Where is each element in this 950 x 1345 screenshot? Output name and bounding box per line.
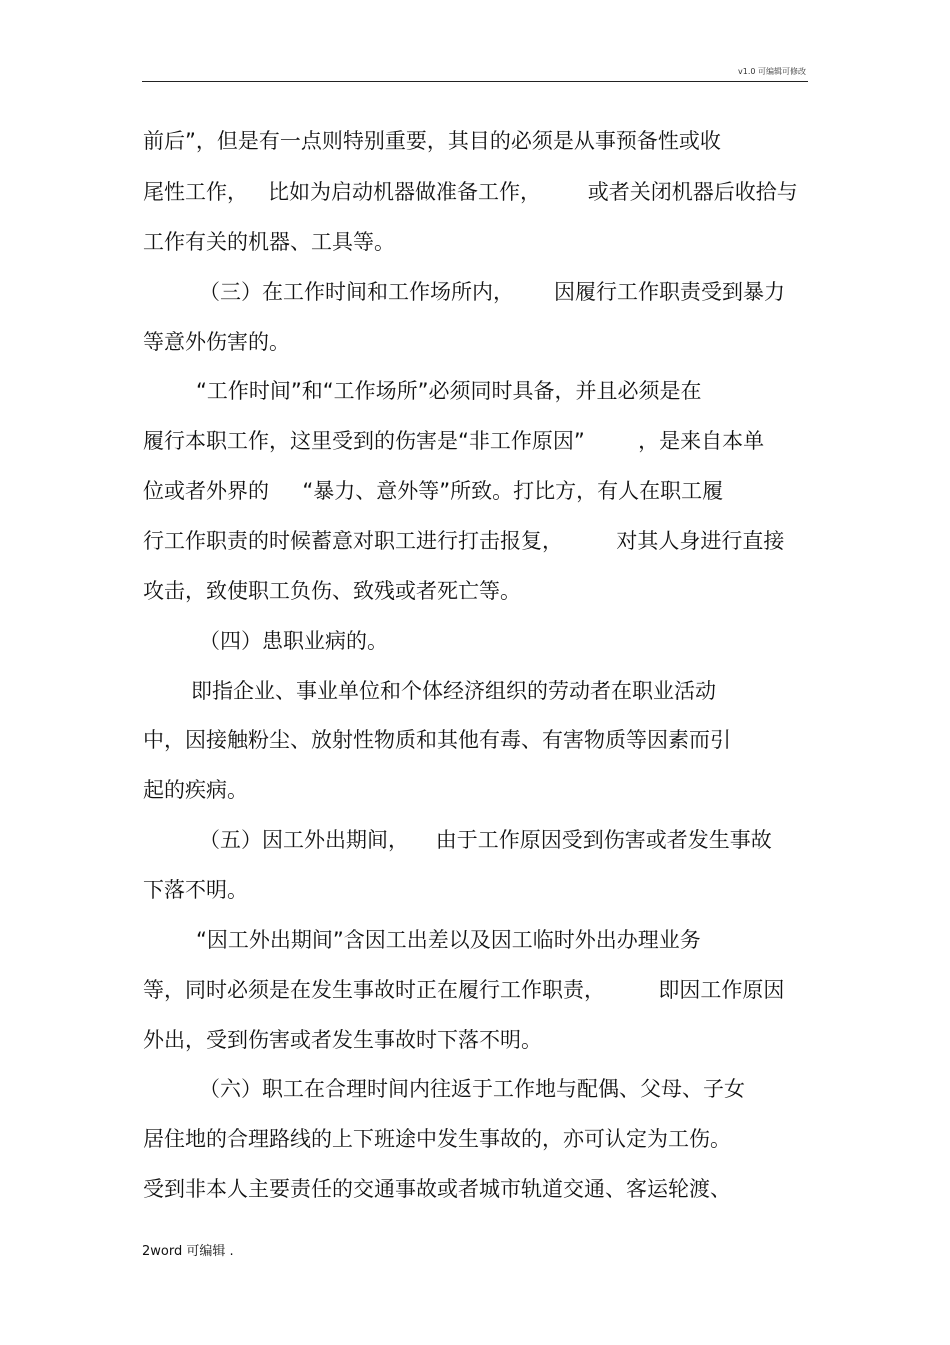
header-version-label: v1.0 可编辑可修改 xyxy=(738,67,806,76)
body-line: （五）因工外出期间， 由于工作原因受到伤害或者发生事故 xyxy=(199,828,772,852)
body-line: 起的疾病。 xyxy=(143,778,248,802)
footer-label: 2word 可编辑 . xyxy=(142,1244,234,1259)
body-line: 前后”，但是有一点则特别重要，其目的必须是从事预备性或收 xyxy=(143,129,721,153)
body-line: 位或者外界的 “暴力、意外等”所致。打比方，有人在职工履 xyxy=(143,479,724,503)
body-line: “因工外出期间”含因工出差以及因工临时外出办理业务 xyxy=(196,928,701,952)
body-line: 行工作职责的时候蓄意对职工进行打击报复， 对其人身进行直接 xyxy=(143,529,785,553)
body-line: 工作有关的机器、工具等。 xyxy=(143,230,395,254)
body-line: 居住地的合理路线的上下班途中发生事故的，亦可认定为工伤。 xyxy=(143,1127,731,1151)
body-line: （三）在工作时间和工作场所内， 因履行工作职责受到暴力 xyxy=(199,280,786,304)
header-divider xyxy=(142,81,808,82)
body-line: 受到非本人主要责任的交通事故或者城市轨道交通、客运轮渡、 xyxy=(143,1177,731,1201)
body-line: 中，因接触粉尘、放射性物质和其他有毒、有害物质等因素而引 xyxy=(143,728,731,752)
body-line: 等意外伤害的。 xyxy=(143,330,290,354)
body-line: 攻击，致使职工负伤、致残或者死亡等。 xyxy=(143,579,521,603)
body-line: 等，同时必须是在发生事故时正在履行工作职责， 即因工作原因 xyxy=(143,978,785,1002)
body-line: （四）患职业病的。 xyxy=(199,629,388,653)
body-line: “工作时间”和“工作场所”必须同时具备，并且必须是在 xyxy=(196,379,702,403)
body-line: （六）职工在合理时间内往返于工作地与配偶、父母、子女 xyxy=(199,1077,745,1101)
body-line: 尾性工作， 比如为启动机器做准备工作， 或者关闭机器后收拾与 xyxy=(143,180,798,204)
body-line: 下落不明。 xyxy=(143,878,248,902)
body-line: 即指企业、事业单位和个体经济组织的劳动者在职业活动 xyxy=(191,679,716,703)
body-line: 履行本职工作，这里受到的伤害是“非工作原因” ，是来自本单 xyxy=(143,429,765,453)
body-line: 外出，受到伤害或者发生事故时下落不明。 xyxy=(143,1028,542,1052)
